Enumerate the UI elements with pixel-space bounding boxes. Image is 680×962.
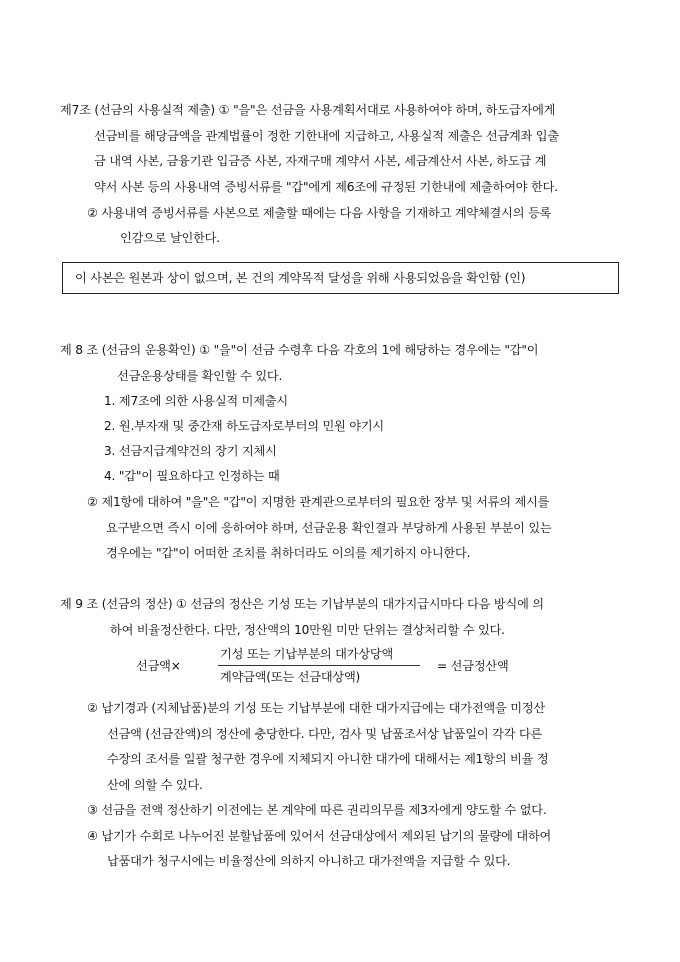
article-9-clause-2-line: 선금액 (선금잔액)의 정산에 충당한다. 다만, 검사 및 납품조서상 납품일이 각각 다른	[107, 727, 543, 741]
article-7-clause-2-line: 인감으로 날인한다.	[120, 231, 220, 245]
article-9-clause-2-line: 산에 의할 수 있다.	[107, 778, 203, 792]
formula-numerator: 기성 또는 기납부분의 대가상당액	[220, 647, 394, 661]
article-7-text-line: 선금비를 해당금액을 관계법률이 정한 기한내에 지급하고, 사용실적 제출은 선금계좌 입출	[94, 129, 559, 143]
article-7-heading-line: 제7조 (선금의 사용실적 제출) ① "을"은 선금을 사용계획서대로 사용하여야 하며, 하도급자에게	[60, 103, 556, 117]
article-7-clause-2-line: ② 사용내역 증빙서류를 사본으로 제출할 때에는 다음 사항을 기재하고 계약체결시의 등록	[87, 206, 552, 220]
article-8-clause-2-line: 경우에는 "갑"이 어떠한 조치를 취하더라도 이의를 제기하지 아니한다.	[106, 546, 471, 560]
article-9-text-line: 하여 비율정산한다. 다만, 정산액의 10만원 미만 단위는 결상처리할 수 있다.	[110, 623, 505, 637]
article-9-clause-2-line: ② 납기경과 (지체납품)분의 기성 또는 기납부분에 대한 대가지급에는 대가전액을 미정산	[87, 701, 545, 715]
article-9-heading-line: 제 9 조 (선금의 정산) ① 선금의 정산은 기성 또는 기납부분의 대가지급시마다 다음 방식에 의	[60, 597, 544, 611]
article-9-clause-4-line: ④ 납기가 수회로 나누어진 분할납품에 있어서 선금대상에서 제외된 납기의 물량에 대하여	[87, 829, 552, 843]
article-8-list-item: 2. 원.부자재 및 중간재 하도급자로부터의 민원 야기시	[104, 419, 384, 433]
article-9-clause-4-line: 납품대가 청구시에는 비율정산에 의하지 아니하고 대가전액을 지급할 수 있다.	[107, 854, 511, 868]
formula-fraction-bar	[218, 665, 420, 666]
article-8-list-item: 3. 선금지급계약건의 장기 지체시	[104, 444, 277, 458]
formula-left-term: 선금액×	[136, 659, 181, 673]
certification-stamp-box	[62, 262, 619, 294]
article-8-clause-2-line: ② 제1항에 대하여 "을"은 "갑"이 지명한 관계관으로부터의 필요한 장부 및 서류의 제시를	[87, 495, 550, 509]
article-8-list-item: 4. "갑"이 필요하다고 인정하는 때	[104, 469, 280, 483]
article-8-list-item: 1. 제7조에 의한 사용실적 미제출시	[104, 394, 288, 408]
article-7-text-line: 약서 사본 등의 사용내역 증빙서류를 "갑"에게 제6조에 규정된 기한내에 제출하여야 한다.	[94, 180, 558, 194]
article-8-heading-line: 제 8 조 (선금의 운용확인) ① "을"이 선금 수령후 다음 각호의 1에 해당하는 경우에는 "갑"이	[60, 343, 539, 357]
article-9-clause-3: ③ 선금을 전액 정산하기 이전에는 본 계약에 따른 권리의무를 제3자에게 양도할 수 없다.	[87, 803, 547, 817]
certification-text: 이 사본은 원본과 상이 없으며, 본 건의 계약목적 달성을 위해 사용되었음을 확인함 (인)	[75, 271, 526, 285]
article-9-clause-2-line: 수장의 조서를 일괄 청구한 경우에 지체되지 아니한 대가에 대해서는 제1항의 비율 정	[107, 752, 549, 766]
article-8-clause-2-line: 요구받으면 즉시 이에 응하여야 하며, 선금운용 확인결과 부당하게 사용된 부분이 있는	[106, 521, 552, 535]
formula-denominator: 계약금액(또는 선금대상액)	[220, 670, 361, 684]
formula-result: = 선금정산액	[437, 659, 509, 673]
article-7-text-line: 금 내역 사본, 금융기관 입금증 사본, 자재구매 계약서 사본, 세금계산서 사본, 하도급 계	[94, 154, 547, 168]
article-8-text-line: 선금운용상태를 확인할 수 있다.	[117, 369, 283, 383]
